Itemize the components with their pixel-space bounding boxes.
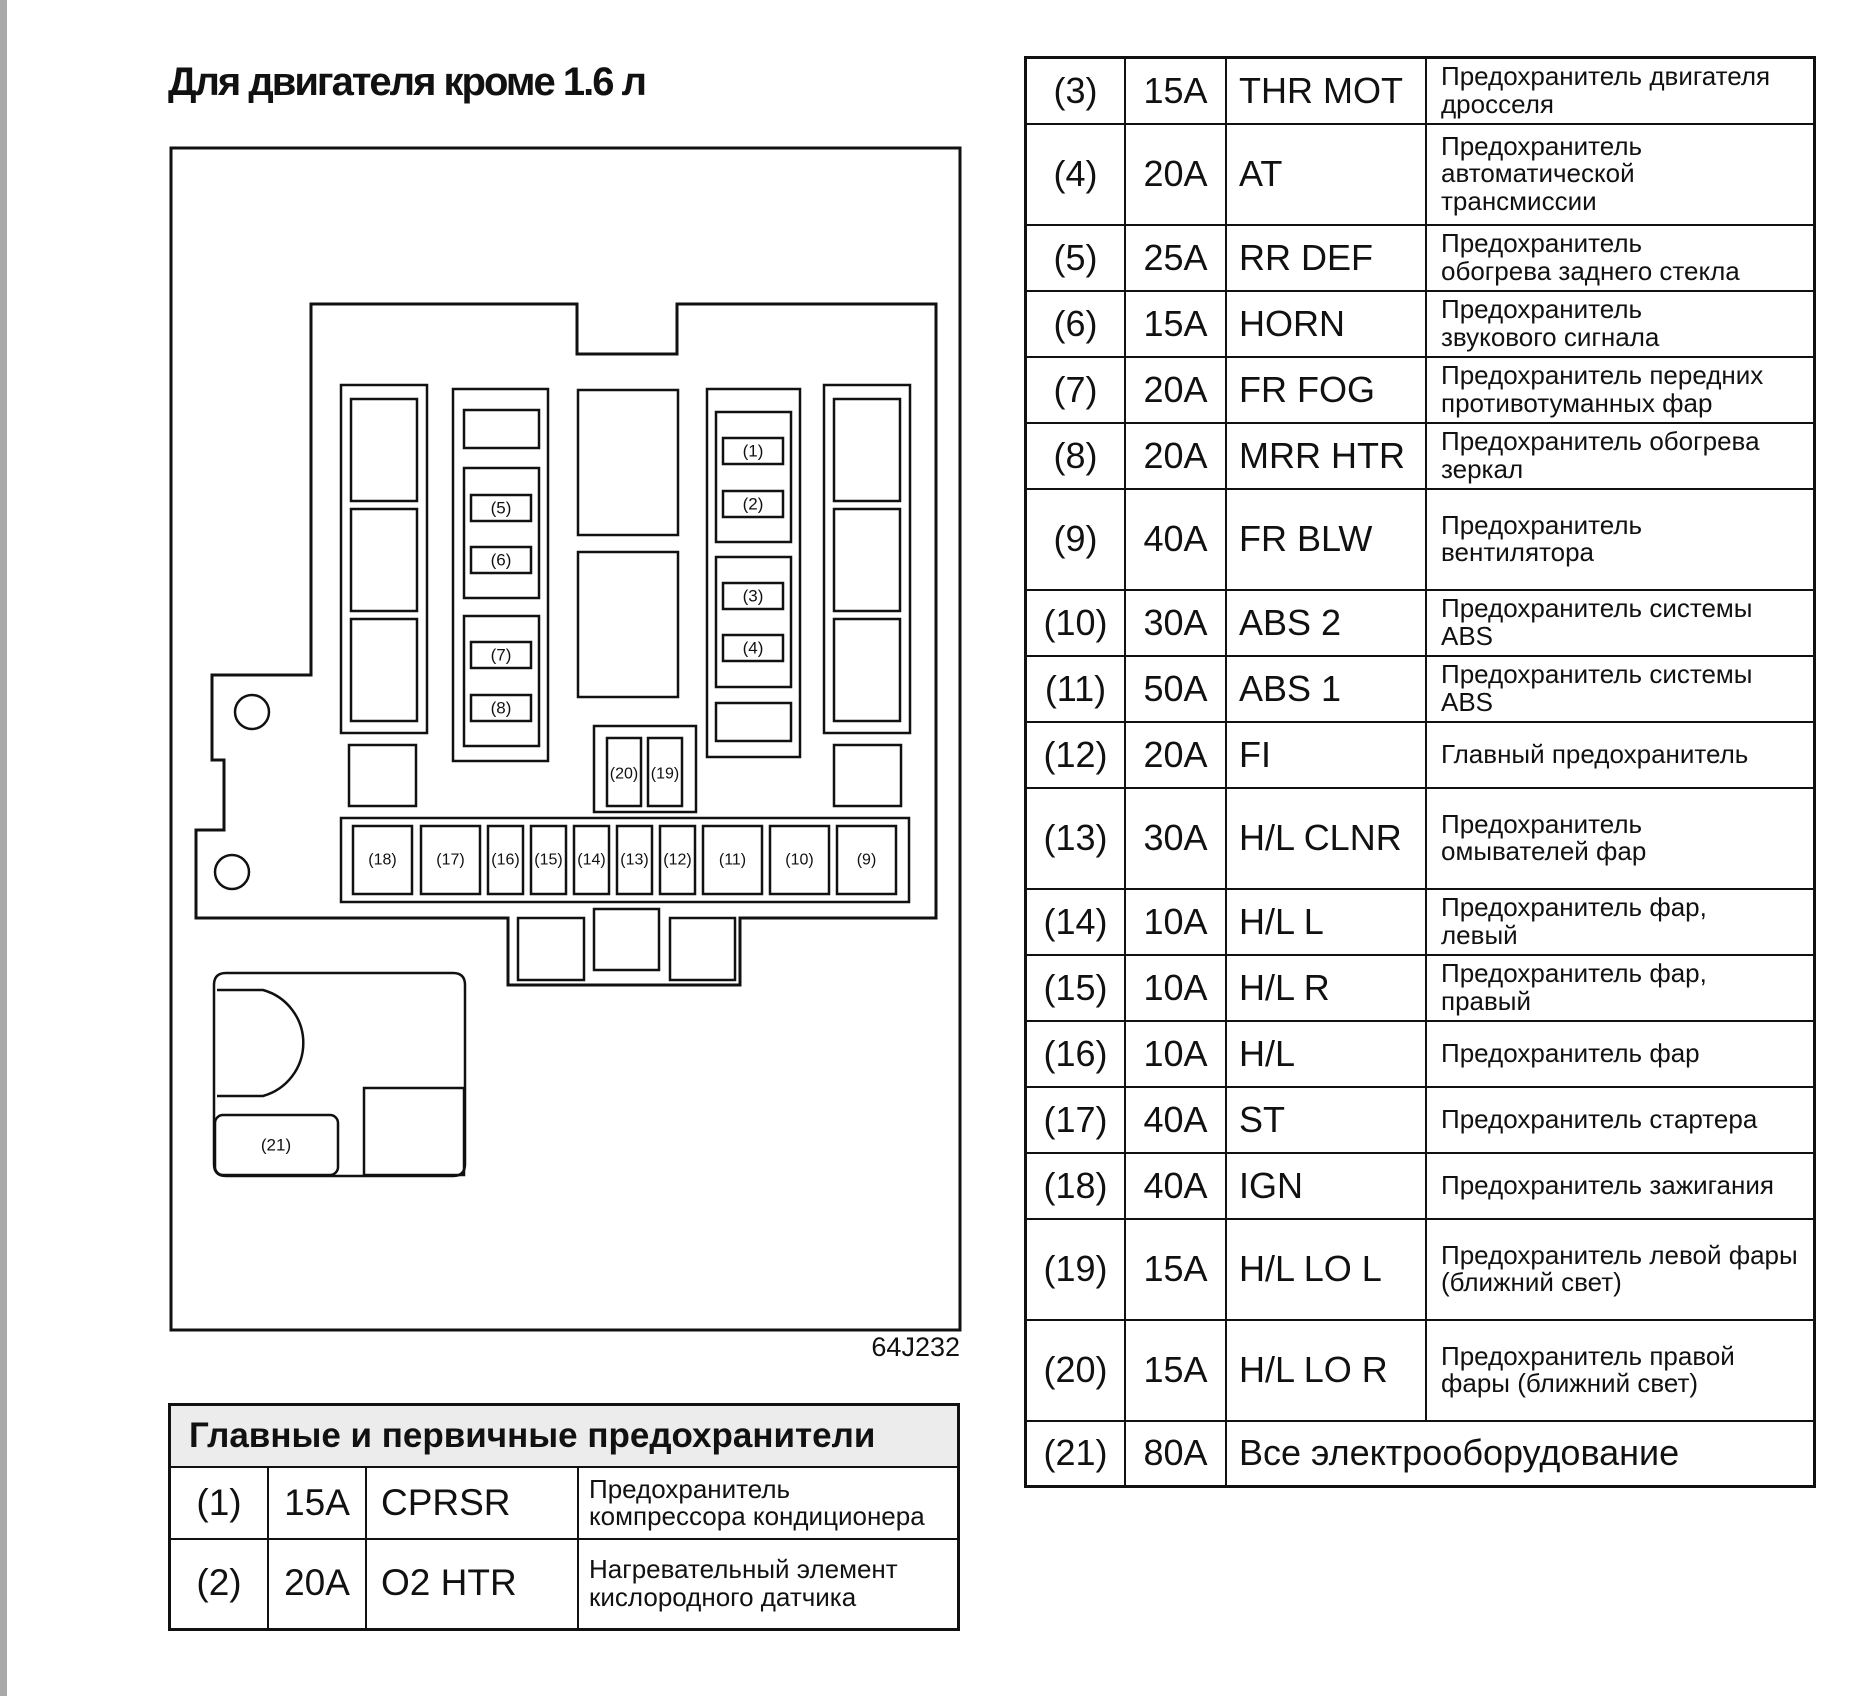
fuse-label-f14: (14): [577, 851, 606, 869]
fuse-number: (10): [1026, 590, 1126, 656]
fuse-number: (4): [1026, 124, 1126, 225]
fuse-label-f20: (20): [609, 765, 639, 783]
right-relay-1: [834, 399, 900, 501]
figure-code: 64J232: [871, 1332, 960, 1362]
fuse-block-5-8-spare: [464, 410, 539, 448]
main-fuse-terminal: [364, 1088, 464, 1175]
fuse-table-row: [1026, 1219, 1815, 1320]
fuse-label-f2: (2): [742, 494, 764, 514]
fuse-label-f3: (3): [742, 586, 764, 606]
fuse-label-f21: (21): [260, 1135, 292, 1155]
fuse-description-line: дросселя: [1441, 88, 1554, 119]
fuse-table-row: [1026, 357, 1815, 423]
left-relay-3: [351, 619, 417, 721]
fuse-table-row: [1026, 722, 1815, 788]
main-fuse-box-outline: [214, 973, 465, 1176]
fuse-label-f16: (16): [491, 851, 520, 869]
fuse-code: H/L CLNR: [1226, 788, 1426, 889]
fuse-table-row: [1026, 590, 1815, 656]
fuse-number: (12): [1026, 722, 1126, 788]
fuse-table-row: [1026, 225, 1815, 291]
fuse-description-line: автоматической: [1441, 158, 1635, 189]
right-relay-3: [834, 619, 900, 721]
fuse-description-line: Нагревательный элемент: [589, 1554, 898, 1585]
fuse-rating: 10A: [1125, 955, 1226, 1021]
fuse-description-line: (ближний свет): [1441, 1267, 1622, 1297]
fuse-description: [1426, 788, 1815, 889]
fuse-number: (18): [1026, 1153, 1126, 1219]
fuse-code: FR BLW: [1226, 489, 1426, 590]
fuse-description: [1426, 124, 1815, 225]
fuse-table-row: [1026, 955, 1815, 1021]
fuse-code: O2 HTR: [366, 1539, 578, 1629]
fuse-rating: 20A: [1125, 722, 1226, 788]
fuse-description: Все электрооборудование: [1226, 1421, 1815, 1487]
fuse-label-f1: (1): [742, 441, 764, 461]
fuse-description: [1426, 590, 1815, 656]
fuse-description-line: Предохранитель: [1441, 228, 1643, 259]
fuse-rating: 20A: [1125, 357, 1226, 423]
fuse-description-line: компрессора кондиционера: [589, 1501, 925, 1531]
fuse-description-line: ABS: [1441, 686, 1494, 717]
fuse-code: ST: [1226, 1087, 1426, 1153]
left-relay-housing: [341, 385, 427, 733]
fuse-description-line: Предохранитель зажигания: [1441, 1169, 1774, 1200]
center-relay-bottom: [578, 552, 678, 697]
main-table-title: Главные и первичные предохранители: [170, 1405, 959, 1468]
fuse-number: (6): [1026, 291, 1126, 357]
left-relay-1: [351, 399, 417, 501]
fuse-label-f5: (5): [490, 498, 512, 518]
fuse-number: (16): [1026, 1021, 1126, 1087]
fuse-label-f12: (12): [663, 851, 692, 869]
fuse-code: IGN: [1226, 1153, 1426, 1219]
fuse-description-line: зеркал: [1441, 453, 1524, 484]
fuse-code: THR MOT: [1226, 58, 1426, 124]
fuse-description: [1426, 955, 1815, 1021]
bottom-relay-1: [518, 918, 584, 980]
fuse-table-row: [1026, 58, 1815, 124]
fuse-rating: 15A: [1125, 291, 1226, 357]
mounting-hole-top: [235, 695, 269, 729]
fuse-code: H/L LO R: [1226, 1320, 1426, 1421]
fuse-table-row: [1026, 1087, 1815, 1153]
fuse-description-line: Предохранитель стартера: [1441, 1103, 1758, 1134]
fuse-table-row: [1026, 788, 1815, 889]
fuse-code: FR FOG: [1226, 357, 1426, 423]
fuse-label-f18: (18): [368, 851, 397, 869]
left-relay-2: [351, 509, 417, 611]
fuse-description-line: фары (ближний свет): [1441, 1368, 1699, 1398]
fuse-label-f15: (15): [534, 851, 563, 869]
fuse-description-line: трансмиссии: [1441, 185, 1597, 216]
fuse-description: [1426, 291, 1815, 357]
fuse-table-row: [1026, 656, 1815, 722]
fuse-number: (8): [1026, 423, 1126, 489]
fuse-group-5-6: [464, 468, 539, 598]
fuse-code: H/L: [1226, 1021, 1426, 1087]
fuse-description: [1426, 889, 1815, 955]
page-heading: Для двигателя кроме 1.6 л: [168, 60, 645, 104]
fuse-rating: 40A: [1125, 1087, 1226, 1153]
fuse-rating: 30A: [1125, 788, 1226, 889]
fuse-description: [1426, 357, 1815, 423]
main-fuse-table: [168, 1403, 960, 1631]
fuse-description: [578, 1539, 959, 1629]
fuse-rating: 10A: [1125, 1021, 1226, 1087]
fuse-description-line: правый: [1441, 985, 1532, 1016]
fuse-code: ABS 2: [1226, 590, 1426, 656]
fuse-description-line: Предохранитель: [1441, 294, 1643, 325]
fuse-description-line: Предохранитель системы: [1441, 659, 1753, 690]
fuse-description: [1426, 58, 1815, 124]
fuse-description: [1426, 489, 1815, 590]
bottom-relay-2: [594, 909, 659, 970]
fuse-rating: 15A: [268, 1467, 366, 1539]
fuse-table-row: [1026, 1021, 1815, 1087]
fuse-number: (9): [1026, 489, 1126, 590]
fuse-code: H/L R: [1226, 955, 1426, 1021]
fuse-label-f11: (11): [718, 851, 747, 869]
fuse-description: [578, 1467, 959, 1539]
fuse-description-line: Предохранитель системы: [1441, 593, 1753, 624]
fuse-table-row: [1026, 1153, 1815, 1219]
fuse-description-line: звукового сигнала: [1441, 321, 1660, 352]
fuse-rating: 80A: [1125, 1421, 1226, 1487]
fuse-table-row: [1026, 1320, 1815, 1421]
fuse-number: (3): [1026, 58, 1126, 124]
fuse-cells: [353, 438, 896, 894]
fuse-label-f17: (17): [436, 851, 465, 869]
fuse-description-line: Предохранитель обогрева: [1441, 426, 1760, 457]
fuse-description-line: Предохранитель правой: [1441, 1340, 1735, 1371]
fuse-description: [1426, 1021, 1815, 1087]
fuse-rating: 40A: [1125, 489, 1226, 590]
main-table-title-row: [170, 1405, 959, 1468]
fuse-description: [1426, 1153, 1815, 1219]
main-table-row: [170, 1467, 959, 1539]
fuse-table-row: [1026, 1421, 1815, 1487]
fuse-description: [1426, 423, 1815, 489]
fuse-description-line: Предохранитель фар,: [1441, 892, 1707, 923]
fuse-code: MRR HTR: [1226, 423, 1426, 489]
fuse-number: (2): [170, 1539, 269, 1629]
fuse-table-row: [1026, 291, 1815, 357]
fuse-label-f7: (7): [490, 645, 512, 665]
fuse-description: [1426, 225, 1815, 291]
right-relay-2: [834, 509, 900, 611]
fuse-number: (20): [1026, 1320, 1126, 1421]
fuse-number: (15): [1026, 955, 1126, 1021]
fuse-rating: 15A: [1125, 1219, 1226, 1320]
fuse-rating: 10A: [1125, 889, 1226, 955]
fuse-code: CPRSR: [366, 1467, 578, 1539]
fuse-code: FI: [1226, 722, 1426, 788]
fuse-description-line: Предохранитель: [1441, 509, 1643, 540]
fuse-code: HORN: [1226, 291, 1426, 357]
fuse-number: (21): [1026, 1421, 1126, 1487]
fuse-code: AT: [1226, 124, 1426, 225]
fuse-description: [1426, 722, 1815, 788]
fuse-rating: 20A: [1125, 423, 1226, 489]
fuse-description-line: Предохранитель двигателя: [1441, 61, 1771, 92]
mounting-hole-bottom: [215, 855, 249, 889]
fuse-code: H/L L: [1226, 889, 1426, 955]
main-fuse-cover: [217, 990, 303, 1096]
small-relay-right: [834, 745, 901, 806]
fuse-description: [1426, 1087, 1815, 1153]
fuse-table-row: [1026, 124, 1815, 225]
fuse-description: [1426, 656, 1815, 722]
fuse-table-body: [1026, 58, 1815, 1487]
fuse-rating: 40A: [1125, 1153, 1226, 1219]
fuse-label-f19: (19): [650, 765, 680, 783]
fuse-description: [1426, 1219, 1815, 1320]
fuse-rating: 50A: [1125, 656, 1226, 722]
fuse-labels: [261, 442, 876, 1155]
fuse-label-f9: (9): [856, 851, 877, 869]
fuse-code: RR DEF: [1226, 225, 1426, 291]
fuse-rating: 15A: [1125, 58, 1226, 124]
fuse-number: (11): [1026, 656, 1126, 722]
fuse-description-line: Предохранитель левой фары: [1441, 1239, 1798, 1270]
fuse-number: (5): [1026, 225, 1126, 291]
fuse-description-line: Предохранитель фар,: [1441, 958, 1707, 989]
fuse-code: H/L LO L: [1226, 1219, 1426, 1320]
fuse-description-line: Предохранитель: [1441, 808, 1643, 839]
fuse-description-line: вентилятора: [1441, 537, 1595, 567]
fuse-description-line: обогрева заднего стекла: [1441, 255, 1740, 286]
fuse-table-row: [1026, 423, 1815, 489]
fuse-number: (1): [170, 1467, 269, 1539]
fuse-description-line: Предохранитель: [589, 1473, 791, 1504]
bottom-relay-3: [670, 918, 735, 980]
fuse-description-line: левый: [1441, 919, 1518, 950]
center-relay-top: [578, 390, 678, 535]
fuse-number: (13): [1026, 788, 1126, 889]
small-relay-left: [349, 745, 416, 806]
fuse-rating: 20A: [1125, 124, 1226, 225]
right-relay-housing: [824, 385, 910, 733]
fuse-label-f6: (6): [490, 550, 512, 570]
fuse-description-line: Предохранитель: [1441, 131, 1643, 162]
fuse-number: (7): [1026, 357, 1126, 423]
fuse-label-f4: (4): [742, 638, 764, 658]
fuse-description-line: ABS: [1441, 620, 1494, 651]
fuse-group-3-4: [716, 557, 791, 687]
fuse-number: (19): [1026, 1219, 1126, 1320]
fuse-description-line: Главный предохранитель: [1441, 738, 1749, 769]
fuse-description-line: Предохранитель фар: [1441, 1037, 1700, 1068]
fuse-rating: 30A: [1125, 590, 1226, 656]
fuse-description-line: омывателей фар: [1441, 836, 1647, 866]
fuse-description-line: Предохранитель передних: [1441, 360, 1764, 391]
fuse-label-f8: (8): [490, 698, 512, 718]
main-table-body: [170, 1467, 959, 1629]
fuse-table-row: [1026, 489, 1815, 590]
fuse-block-1-4-spare: [716, 703, 791, 741]
fuse-table-row: [1026, 889, 1815, 955]
fuse-code: ABS 1: [1226, 656, 1426, 722]
fuse-group-7-8: [464, 616, 539, 746]
fuse-group-1-2: [716, 412, 791, 542]
fuse-spec-table: [1024, 56, 1816, 1488]
fuse-description-line: противотуманных фар: [1441, 387, 1713, 418]
fuse-number: (14): [1026, 889, 1126, 955]
fuse-number: (17): [1026, 1087, 1126, 1153]
main-table-row: [170, 1539, 959, 1629]
fuse-description: [1426, 1320, 1815, 1421]
fuse-rating: 20A: [268, 1539, 366, 1629]
fuse-label-f13: (13): [620, 851, 649, 869]
fuse-label-f10: (10): [785, 851, 814, 869]
fuse-rating: 25A: [1125, 225, 1226, 291]
fuse-rating: 15A: [1125, 1320, 1226, 1421]
fuse-description-line: кислородного датчика: [589, 1581, 857, 1612]
